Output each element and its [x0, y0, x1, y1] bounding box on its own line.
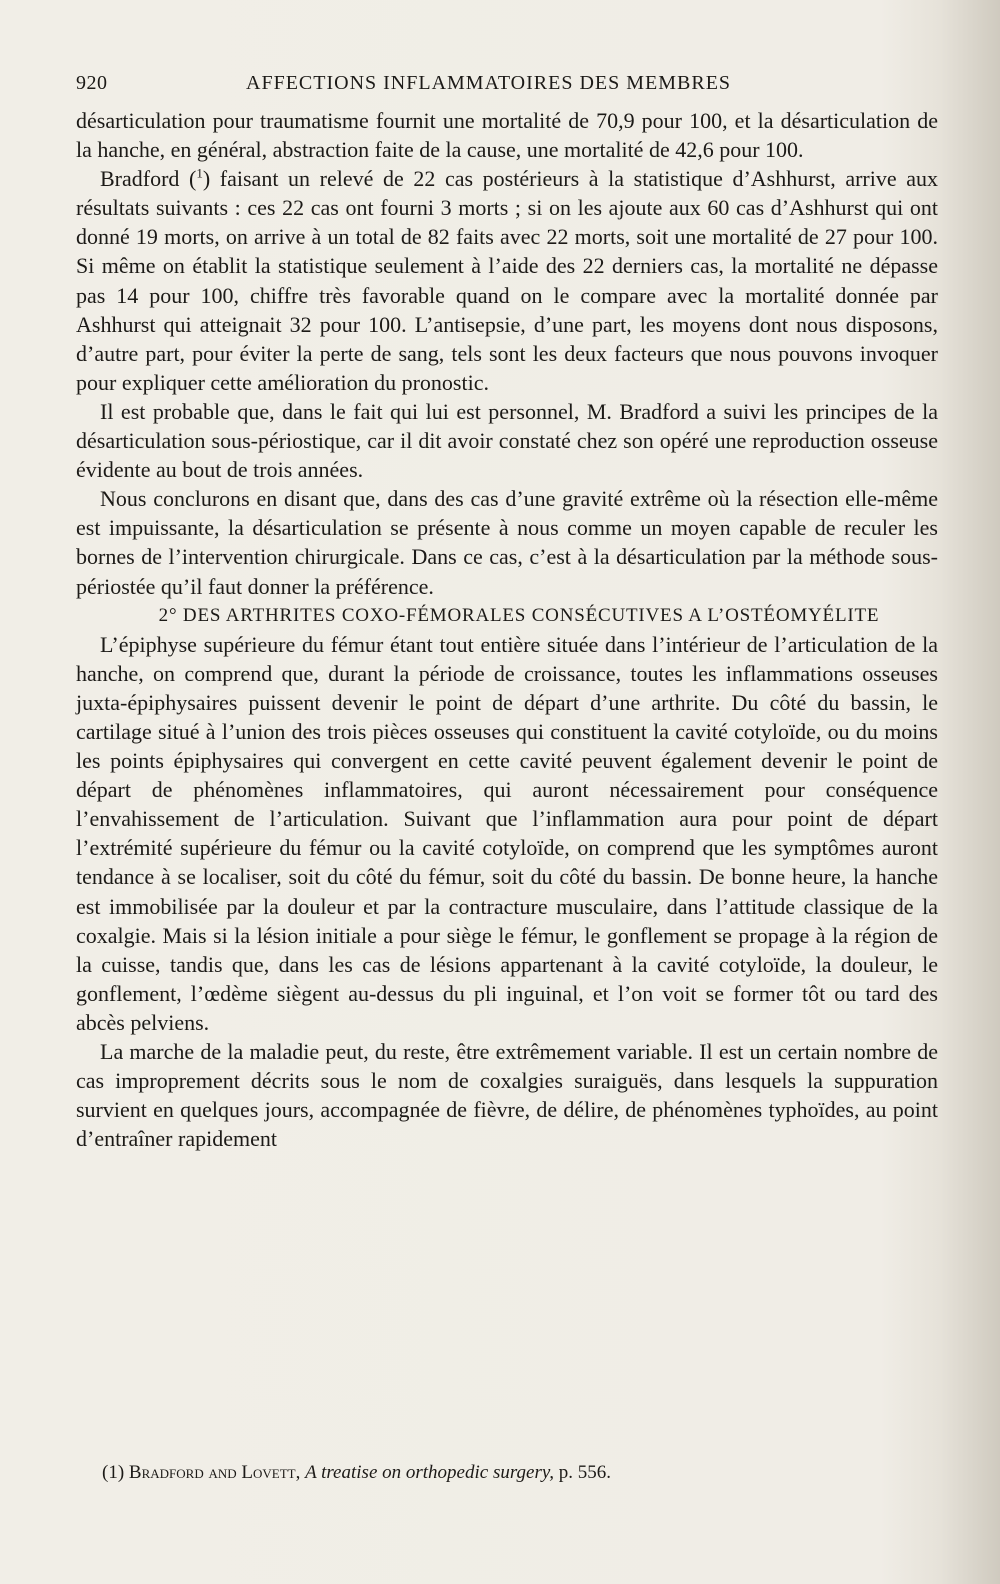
author-bradford: Bradford	[100, 166, 180, 192]
footnote-authors: Bradford and Lovett,	[128, 1462, 301, 1483]
page-header	[76, 72, 938, 102]
section-title: 2° DES ARTHRITES COXO-FÉMORALES CONSÉCUTIVES A L’OSTÉOMYÉLITE	[158, 604, 880, 626]
footnote-title: A treatise on orthopedic surgery,	[305, 1462, 554, 1483]
paragraph-3: Il est probable que, dans le fait qui lui est personnel, M. Bradford a suivi les principes de la désarticulation sous-périostique, car il dit avoir constaté chez son opéré une reproduction osseuse évidente au bout de trois années.	[76, 398, 938, 483]
paragraph-5: L’épiphyse supérieure du fémur étant tout entière située dans l’intérieur de l’articulation de la hanche, on comprend que, durant la période de croissance, toutes les inflammations osseuses juxta-épiphysaires puissent devenir le point de départ d’une arthrite. Du côté du bassin, le cartilage situé à l’union des trois pièces osseuses qui constituent la cavité cotyloïde, ou du moins les points épiphysaires qui convergent en cette cavité peuvent également devenir le point de départ de phénomènes inflammatoires, qui auront nécessairement pour conséquence l’envahissement de l’articulation. Suivant que l’inflammation aura pour point de départ l’extrémité supérieure du fémur ou la cavité cotyloïde, on comprend que les symptômes auront tendance à se localiser, soit du côté du fémur, soit du côté du bassin. De bonne heure, la hanche est immobilisée par la douleur et par la contracture musculaire, dans l’attitude classique de la coxalgie. Mais si la lésion initiale a pour siège le fémur, le gonflement se propage à la région de la cuisse, tandis que, dans les cas de lésions appartenant à la cavité cotyloïde, la douleur, le gonflement, l’œdème siègent au-dessus du pli inguinal, et l’on voit se former tôt ou tard des abcès pelviens.	[76, 631, 938, 1035]
page-number: 920	[76, 72, 108, 94]
paragraph-6: La marche de la maladie peut, du reste, être extrêmement variable. Il est un certain nombre de cas improprement décrits sous le nom de coxalgies suraiguës, dans lesquels la suppuration survient en quelques jours, accompagnée de fièvre, de délire, de phénomènes typhoïdes, au point d’entraîner rapidement	[76, 1039, 938, 1152]
footnote-marker: (1)	[102, 1462, 125, 1483]
footnote	[78, 1460, 938, 1486]
paragraph-1: désarticulation pour traumatisme fournit une mortalité de 70,9 pour 100, et la désarticulation de la hanche, en général, abstraction faite de la cause, une mortalité de 42,6 pour 100.	[76, 108, 938, 163]
page-body	[76, 106, 938, 1153]
paragraph-4: Nous conclurons en disant que, dans des cas d’une gravité extrême où la résection elle-même est impuissante, la désarticulation se présente à nous comme un moyen capable de reculer les bornes de l’intervention chirurgicale. Dans ce cas, c’est à la désarticulation par la méthode sous-périostée qu’il faut donner la préférence.	[76, 486, 938, 599]
running-title: AFFECTIONS INFLAMMATOIRES DES MEMBRES	[246, 72, 732, 94]
paragraph-2: Bradford ($^1$) faisant un relevé de 22 cas postérieurs à la statistique d’Ashhurst, arrive aux résultats suivants : ces 22 cas ont fourni 3 morts ; si on les ajoute aux 60 cas d’Ashhurst qui ont donné 19 morts, on arrive à un total de 82 faits avec 22 morts, soit une mortalité de 27 pour 100. Si même on établit la statistique seulement à l’aide des 22 derniers cas, la mortalité ne dépasse pas 14 pour 100, chiffre très favorable quand on le compare avec la mortalité donnée par Ashhurst qui atteignait 32 pour 100. L’antisepsie, d’une part, les moyens dont nous disposons, d’autre part, pour éviter la perte de sang, tels sont les deux facteurs que nous pouvons invoquer pour expliquer cette amélioration du pronostic.	[76, 165, 938, 395]
footnote-ref: 1	[196, 165, 203, 181]
footnote-page: p. 556.	[554, 1462, 611, 1483]
paragraph-2-text: faisant un relevé de 22 cas postérieurs à la statistique d’Ashhurst, arrive aux résultats suivants : ces 22 cas ont fourni 3 morts ; si on les ajoute aux 60 cas d’Ashhurst qui ont donné 19 morts, on arrive à un total de 82 faits avec 22 morts, soit une mortalité de 27 pour 100. Si même on établit la statistique seulement à l’aide des 22 derniers cas, la mortalité ne dépasse pas 14 pour 100, chiffre très favorable quand on le compare avec la mortalité donnée par Ashhurst qui atteignait 32 pour 100. L’antisepsie, d’une part, les moyens dont nous disposons, d’autre part, pour éviter la perte de sang, tels sont les deux facteurs que nous pouvons invoquer pour expliquer cette amélioration du pronostic.	[76, 166, 938, 395]
